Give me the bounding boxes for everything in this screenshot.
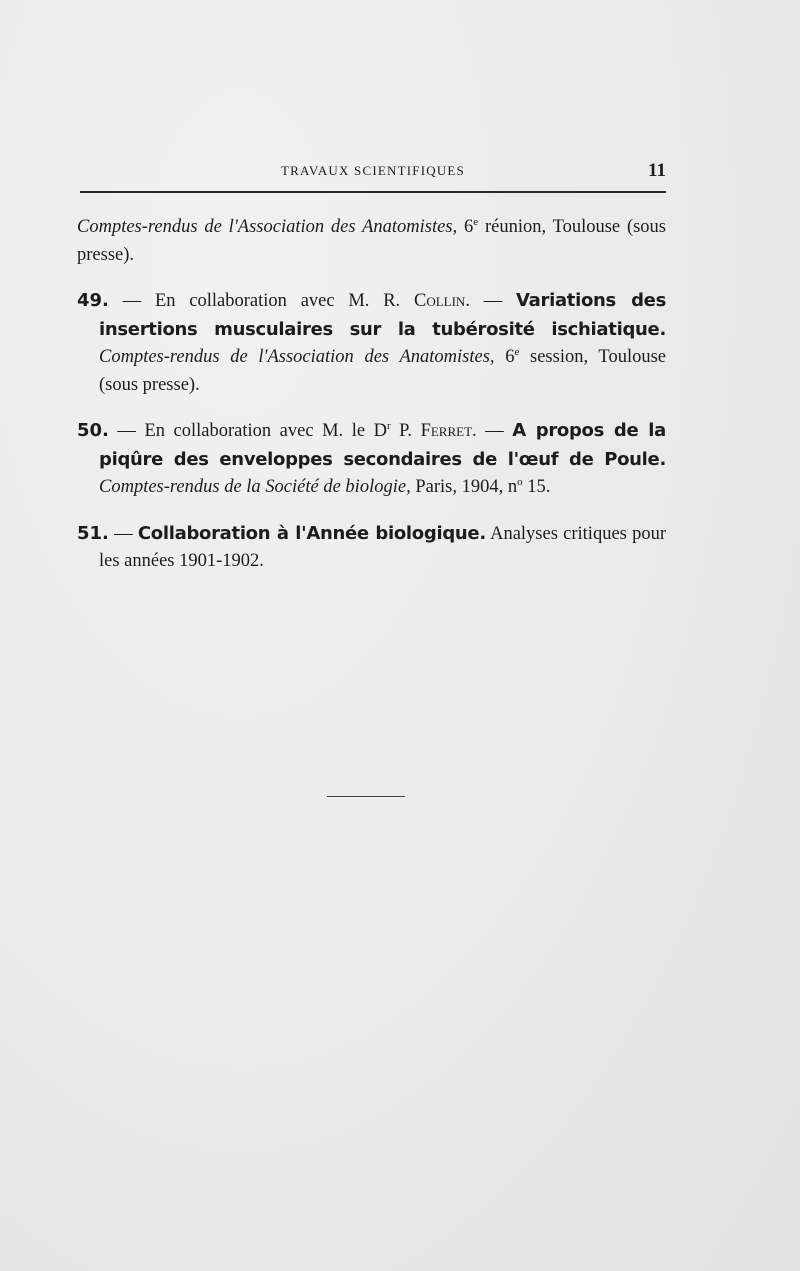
continuation-text: réunion, Toulouse (sous presse). xyxy=(77,217,667,265)
entry-source-rest: session, Toulouse (sous presse). xyxy=(99,347,666,395)
running-head: TRAVAUX SCIENTIFIQUES xyxy=(281,163,465,178)
bibliography-entry-50 xyxy=(77,417,666,502)
bibliography-entry-49 xyxy=(77,287,666,399)
main-text xyxy=(77,214,666,576)
bibliography-entry-51 xyxy=(77,520,666,576)
continuation-ordinal-sup: e xyxy=(473,215,479,228)
entry-title: Collaboration à l'Année biologique. xyxy=(137,522,486,544)
entry-dash: — xyxy=(108,523,138,544)
entry-source-rest: Paris, 1904, n xyxy=(410,477,518,497)
entry-collab-suffix: . — xyxy=(472,421,513,441)
page-header xyxy=(80,160,666,186)
entry-source: Comptes-rendus de l'Association des Anatomistes, xyxy=(99,347,495,367)
entry-collab-name: Collin xyxy=(413,291,466,311)
entry-source-rest: Analyses critiques pour les années 1901-1902. xyxy=(99,523,667,571)
entry-collab-suffix: . — xyxy=(465,291,517,311)
header-rule xyxy=(80,191,666,193)
entry-source: Comptes-rendus de la Société de biologie, xyxy=(99,477,411,497)
entry-ordinal-sup: e xyxy=(514,345,520,358)
entry-number: 51. xyxy=(77,522,109,544)
continuation-source: Comptes-rendus de l'Association des Anatomistes, xyxy=(77,217,458,237)
entry-collab-mid: P. xyxy=(390,421,421,441)
entry-source-sup: o xyxy=(517,475,523,488)
entry-source-end: 15. xyxy=(522,477,551,497)
entry-title: Variations des insertions musculaires sur la tubérosité ischiatique. xyxy=(99,290,667,340)
entry-collab-prefix: — En collaboration avec M. le D xyxy=(108,421,387,441)
continuation-ordinal: 6 xyxy=(463,217,474,237)
entry-collab-name: Ferret xyxy=(420,421,473,441)
entry-title: A propos de la piqûre des enveloppes secondaires de l'œuf de Poule. xyxy=(99,420,666,470)
entry-number: 49. xyxy=(77,290,109,311)
end-rule xyxy=(327,796,405,797)
entry-ordinal: 6 xyxy=(494,347,515,367)
entry-collab-sup: r xyxy=(386,419,391,432)
page-number: 11 xyxy=(648,160,666,181)
entry-collab-prefix: — En collaboration avec M. R. xyxy=(108,291,414,311)
continuation-paragraph xyxy=(77,214,666,269)
entry-number: 50. xyxy=(77,420,109,441)
